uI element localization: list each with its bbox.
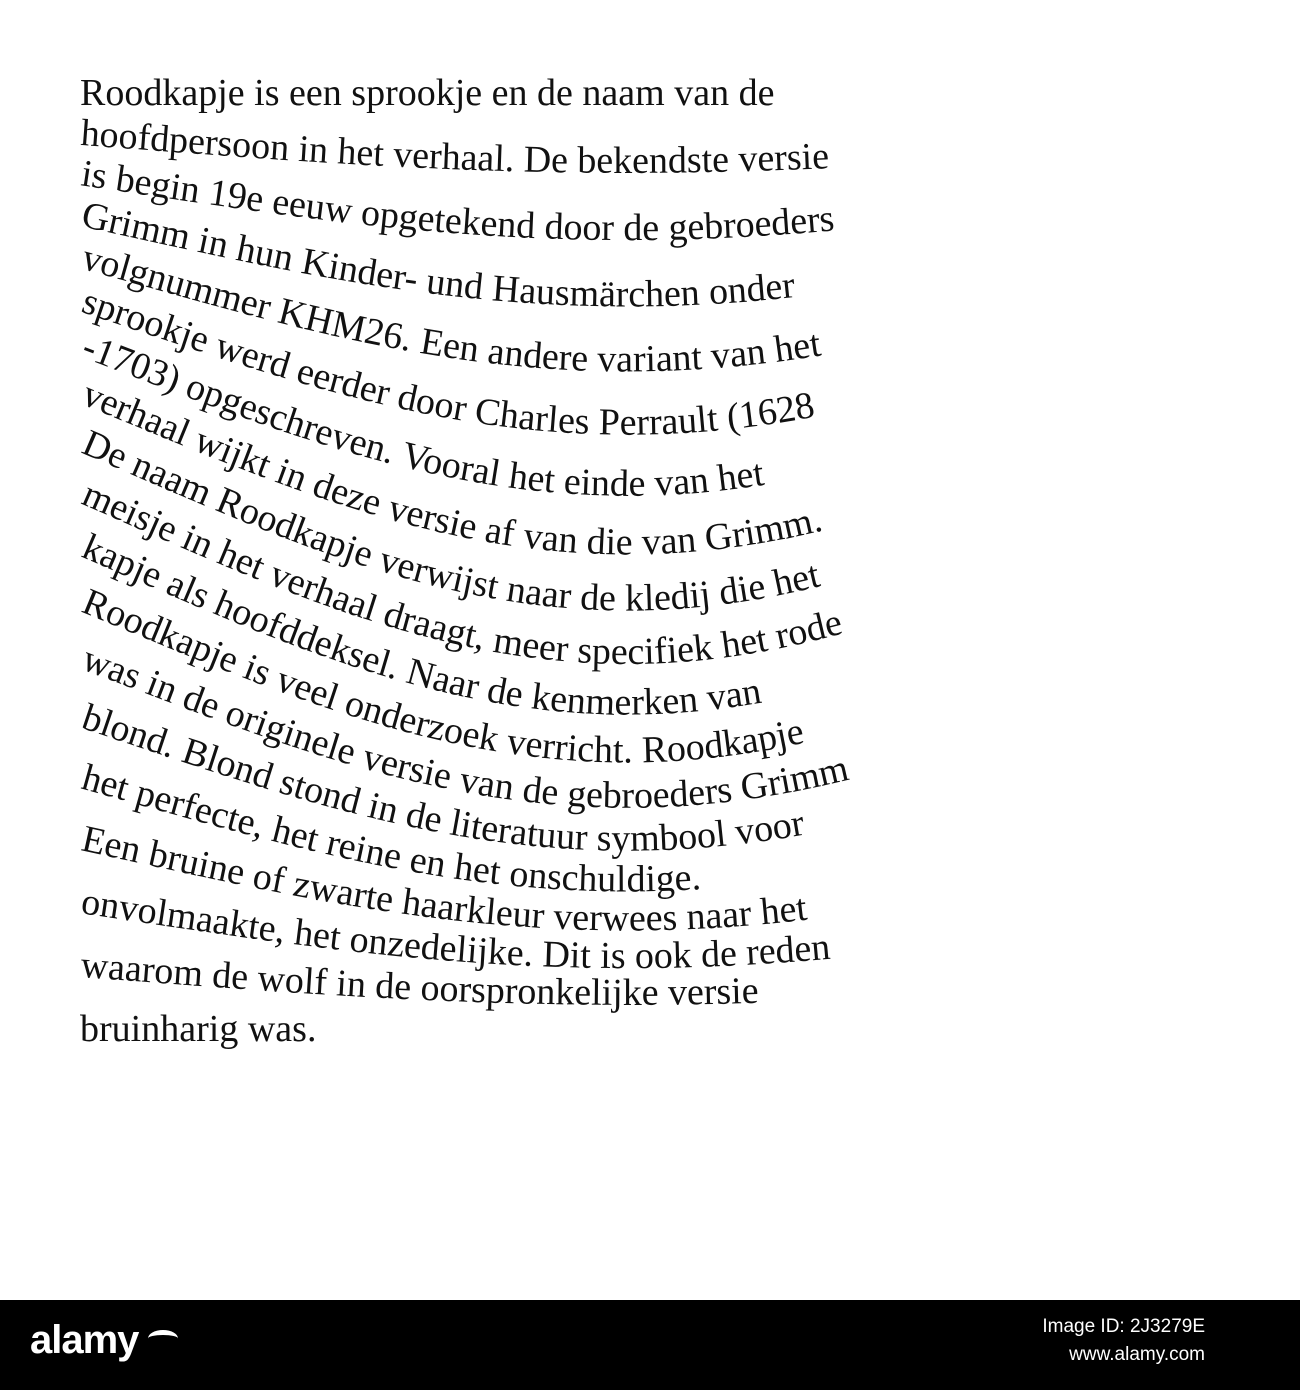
text-line-content: De naam Roodkapje verwijst naar de kledij die het [76, 421, 824, 620]
text-line-content: bruinharig was. [80, 1008, 317, 1050]
text-line-content: Grimm in hun Kinder- und Hausmärchen onder [78, 193, 797, 316]
text-line [80, 72, 774, 114]
text-line-content: volgnummer KHM26. Een andere variant van het [77, 236, 824, 381]
text-line-content: was in de originele versie van de gebroeders Grimm [76, 637, 853, 817]
text-line-content: kapje als hoofddeksel. Naar de kenmerken van [76, 525, 765, 724]
text-line-content: Roodkapje is een sprookje en de naam van de [80, 72, 775, 114]
text-line-content: blond. Blond stond in de literatuur symbool voor [77, 696, 808, 860]
watermark-footer [0, 1300, 1300, 1390]
text-line [80, 1008, 316, 1050]
text-line-content: Roodkapje is veel onderzoek verricht. Roodkapje [76, 580, 808, 772]
text-line-content: het perfecte, het reine en het onschuldige. [77, 756, 702, 901]
text-line-content: waarom de wolf in de oorspronkelijke versie [79, 943, 760, 1014]
site-url: www.alamy.com [1069, 1344, 1205, 1365]
logo-arc-icon [148, 1330, 178, 1347]
text-line-content: meisje in het verhaal draagt, meer specifiek het rode [76, 472, 847, 674]
text-line-content: verhaal wijkt in deze versie af van die van Grimm. [76, 372, 826, 564]
text-line-content: -1703) opgeschreven. Vooral het einde van het [76, 325, 767, 506]
text-line-content: hoofdpersoon in het verhaal. De bekendste versie [79, 111, 830, 182]
text-line-content: Een bruine of zwarte haarkleur verwees naar het [78, 817, 810, 940]
image-id-label: Image ID: 2J3279E [1042, 1316, 1205, 1337]
alamy-logo: alamy [30, 1318, 139, 1362]
text-line-content: onvolmaakte, het onzedelijke. Dit is ook de reden [78, 880, 832, 978]
text-line-content: is begin 19e eeuw opgetekend door de gebroeders [78, 152, 836, 250]
text-line-content: sprookje werd eerder door Charles Perrault (1628 [77, 280, 818, 444]
